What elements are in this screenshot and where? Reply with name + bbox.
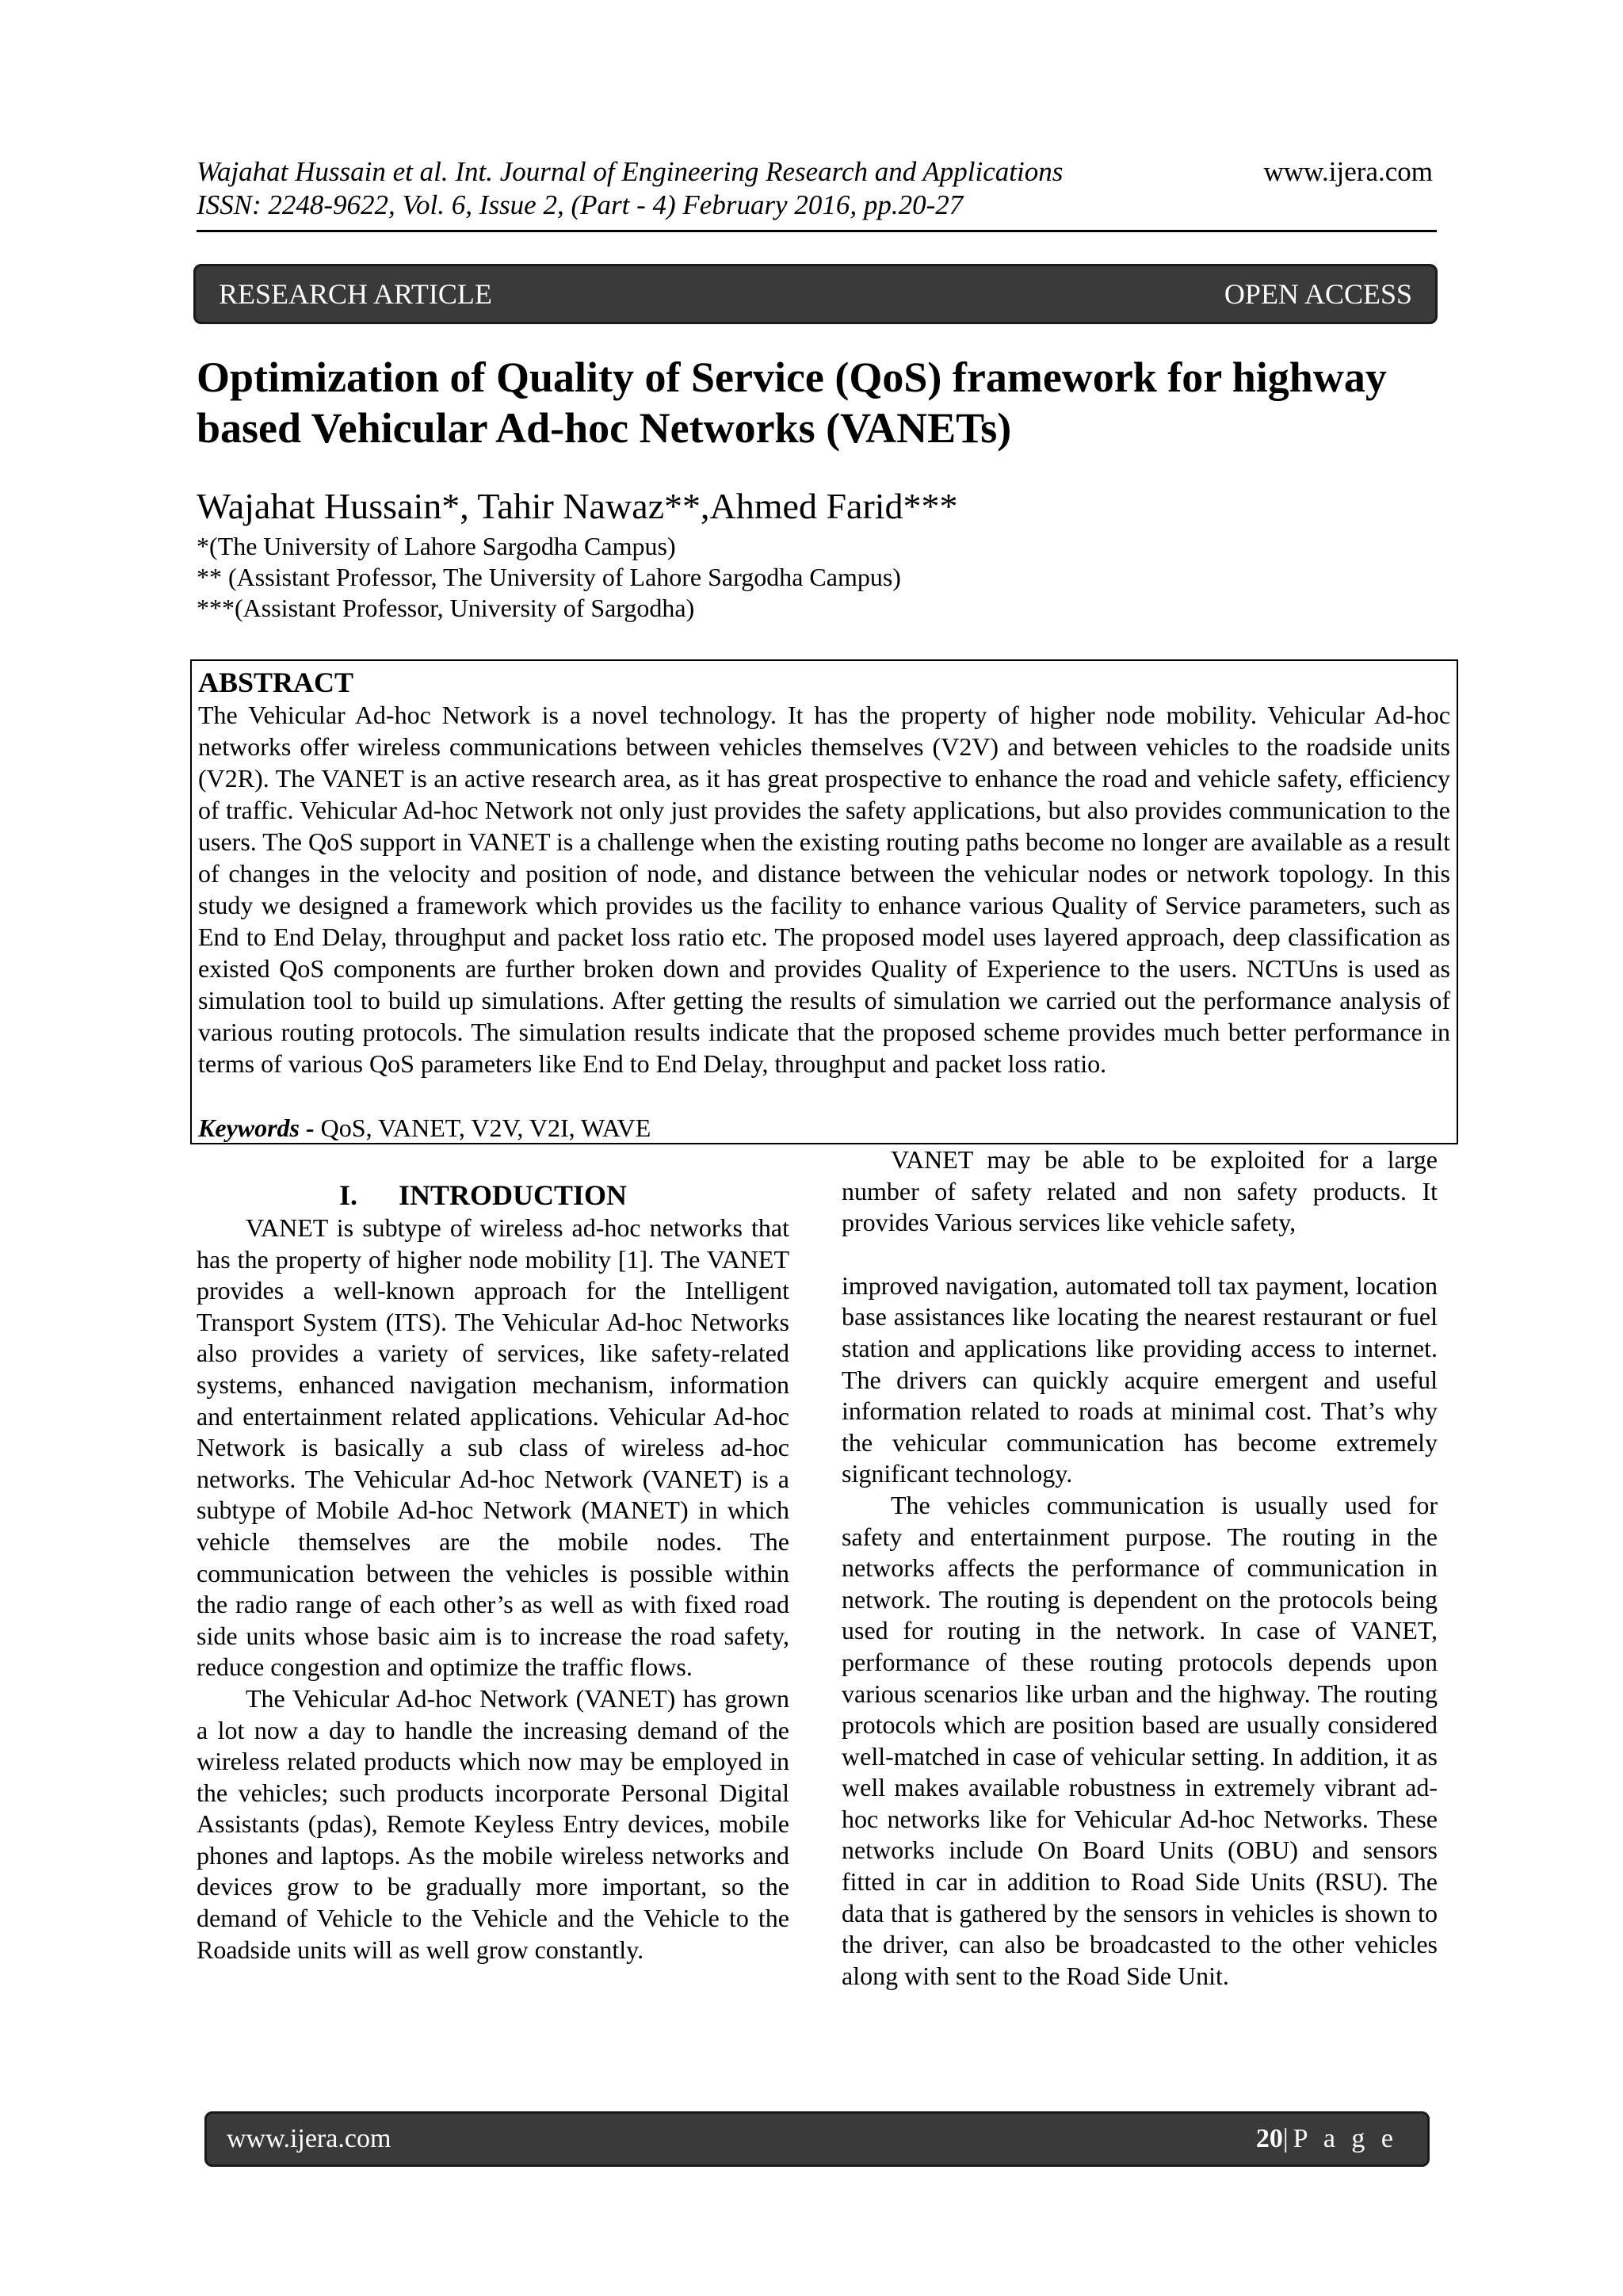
page-number: 20	[1255, 2124, 1283, 2153]
column-gap	[842, 1239, 1438, 1270]
affiliation-list	[197, 531, 901, 624]
section-title: INTRODUCTION	[399, 1179, 628, 1211]
keywords-text: QoS, VANET, V2V, V2I, WAVE	[314, 1114, 651, 1142]
footer-url[interactable]: www.ijera.com	[227, 2124, 391, 2153]
journal-citation-line-1: Wajahat Hussain et al. Int. Journal of Engineering Research and Applications	[197, 156, 1064, 187]
paper-title-line-2: based Vehicular Ad-hoc Networks (VANETs)	[197, 404, 1012, 452]
abstract-heading: ABSTRACT	[198, 667, 354, 698]
author-list: Wajahat Hussain*, Tahir Nawaz**,Ahmed Farid***	[197, 486, 958, 526]
abstract-section	[198, 666, 1450, 1079]
intro-paragraph-3: VANET may be able to be exploited for a large number of safety related and non safety products. It provides Various services like vehicle safety,	[842, 1145, 1438, 1237]
affiliation-3: ***(Assistant Professor, University of Sargodha)	[197, 594, 695, 622]
research-article-label: RESEARCH ARTICLE	[219, 278, 492, 310]
intro-paragraph-2: The Vehicular Ad-hoc Network (VANET) has grown a lot now a day to handle the increasing demand of the wireless related products which now may be employed in the vehicles; such products incorporate Personal Digital Assistants (pdas), Remote Keyless Entry devices, mobile phones and laptops. As the mobile wireless networks and devices grow to be gradually more important, so the demand of Vehicle to the Vehicle and the Vehicle to the Roadside units will as well grow constantly.	[197, 1683, 789, 1964]
left-column	[197, 1178, 789, 1966]
introduction-heading	[197, 1178, 789, 1213]
section-number: I.	[339, 1179, 358, 1211]
intro-paragraph-3-continued: improved navigation, automated toll tax payment, location base assistances like locating the nearest restaurant or fuel station and applications like providing access to internet. The drivers can quickly acquire emergent and useful information related to roads at minimal cost. That’s why the vehicular communication has become extremely significant technology.	[842, 1270, 1438, 1488]
page-label: |P a g e	[1282, 2124, 1398, 2153]
keywords-line	[198, 1112, 651, 1144]
paper-title-line-1: Optimization of Quality of Service (QoS) framework for highway	[197, 353, 1387, 401]
intro-paragraph-4: The vehicles communication is usually used for safety and entertainment purpose. The routing in the networks affects the performance of communication in network. The routing is dependent on the protocols being used for routing in the network. In case of VANET, performance of these routing protocols depends upon various scenarios like urban and the highway. The routing protocols which are position based are usually considered well-matched in case of vehicular setting. In addition, it as well makes available robustness in extremely vibrant ad-hoc networks like for Vehicular Ad-hoc Networks. These networks include On Board Units (OBU) and sensors fitted in car in addition to Road Side Units (RSU). The data that is gathered by the sensors in vehicles is shown to the driver, can also be broadcasted to the other vehicles along with sent to the Road Side Unit.	[842, 1490, 1438, 1990]
open-access-label: OPEN ACCESS	[1224, 278, 1412, 310]
journal-url[interactable]: www.ijera.com	[1263, 156, 1433, 187]
keywords-label: Keywords -	[198, 1114, 315, 1142]
abstract-text: The Vehicular Ad-hoc Network is a novel technology. It has the property of higher node mobility. Vehicular Ad-hoc networks offer wireless communications between vehicles themselves (V2V) and between vehicles to the roadside units (V2R). The VANET is an active research area, as it has great prospective to enhance the road and vehicle safety, efficiency of traffic. Vehicular Ad-hoc Network not only just provides the safety applications, but also provides communication to the users. The QoS support in VANET is a challenge when the existing routing paths become no longer are available as a result of changes in the velocity and position of node, and distance between the vehicular nodes or network topology. In this study we designed a framework which provides us the facility to enhance various Quality of Service parameters, such as End to End Delay, throughput and packet loss ratio etc. The proposed model uses layered approach, deep classification as existed QoS components are further broken down and provides Quality of Experience to the users. NCTUns is used as simulation tool to build up simulations. After getting the results of simulation we carried out the performance analysis of various routing protocols. The simulation results indicate that the proposed scheme provides much better performance in terms of various QoS parameters like End to End Delay, throughput and packet loss ratio.	[198, 701, 1450, 1078]
page-footer	[204, 2111, 1430, 2167]
paper-title	[197, 352, 1433, 453]
affiliation-1: *(The University of Lahore Sargodha Campus)	[197, 532, 676, 560]
page-indicator	[1256, 2124, 1398, 2154]
article-type-banner	[193, 264, 1438, 324]
journal-citation-line-2: ISSN: 2248-9622, Vol. 6, Issue 2, (Part - 4) February 2016, pp.20-27	[197, 189, 964, 220]
right-column	[842, 1144, 1438, 1992]
header-divider	[197, 230, 1437, 232]
intro-paragraph-1: VANET is subtype of wireless ad-hoc networks that has the property of higher node mobility [1]. The VANET provides a well-known approach for the Intelligent Transport System (ITS). The Vehicular Ad-hoc Networks also provides a variety of services, like safety-related systems, enhanced navigation mechanism, information and entertainment related applications. Vehicular Ad-hoc Network is basically a sub class of wireless ad-hoc networks. The Vehicular Ad-hoc Network (VANET) is a subtype of Mobile Ad-hoc Network (MANET) in which vehicle themselves are the mobile nodes. The communication between the vehicles is possible within the radio range of each other’s as well as with fixed road side units whose basic aim is to increase the road safety, reduce congestion and optimize the traffic flows.	[197, 1213, 789, 1682]
running-header	[197, 155, 1433, 222]
affiliation-2: ** (Assistant Professor, The University of Lahore Sargodha Campus)	[197, 563, 901, 591]
